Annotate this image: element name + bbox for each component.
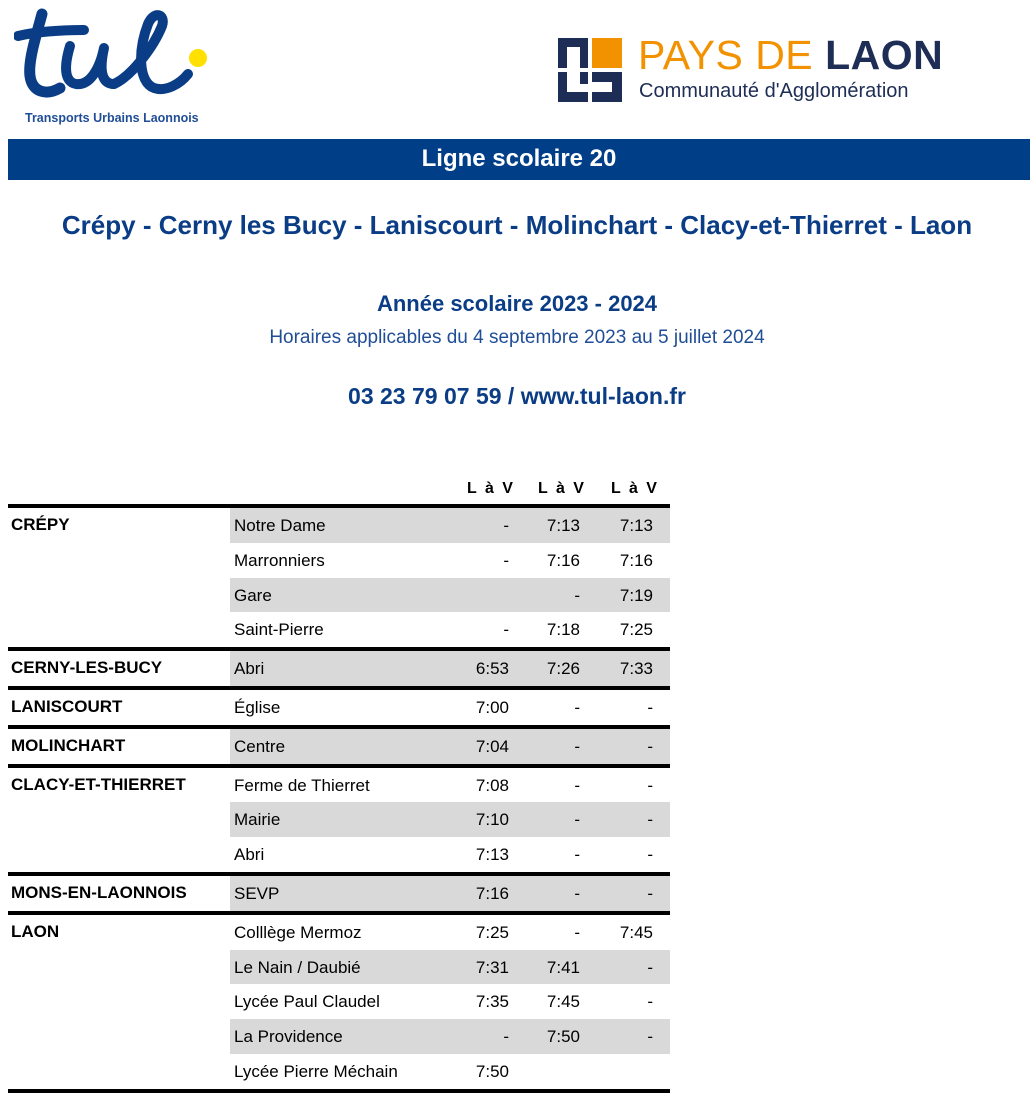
departure-time: 7:16 — [475, 883, 509, 903]
table-row — [8, 768, 670, 803]
departure-time: 7:50 — [475, 1061, 509, 1081]
pays-de-label: PAYS DE — [638, 32, 814, 78]
departure-time: 7:18 — [546, 620, 580, 640]
tul-wordmark-icon — [14, 6, 214, 106]
departure-time: - — [647, 845, 653, 865]
departure-time: 7:25 — [619, 620, 653, 640]
stop-name: Lycée Paul Claudel — [234, 992, 380, 1012]
stop-name: Abri — [234, 845, 265, 865]
departure-time: 7:50 — [546, 1027, 580, 1047]
table-row — [8, 651, 670, 686]
commune-name: MONS-EN-LAONNOIS — [11, 882, 187, 902]
table-row — [8, 837, 670, 872]
stop-name: Notre Dame — [234, 516, 326, 535]
stop-name: La Providence — [234, 1027, 343, 1047]
table-row — [8, 950, 670, 985]
departure-time: - — [503, 620, 509, 640]
stop-name: Marronniers — [234, 550, 325, 570]
table-row — [8, 729, 670, 764]
validity-dates: Horaires applicables du 4 septembre 2023 au 5 juillet 2024 — [269, 327, 765, 348]
timetable-body — [8, 504, 670, 1093]
departure-time: 7:35 — [475, 992, 509, 1012]
table-row — [8, 543, 670, 578]
stop-name: Saint-Pierre — [234, 620, 324, 640]
departure-time: 7:00 — [475, 697, 509, 717]
departure-time: 7:16 — [619, 550, 653, 570]
column-header: L à V — [467, 480, 515, 497]
departure-time: - — [647, 883, 653, 903]
departure-time: - — [503, 1027, 509, 1047]
pays-de-laon-subtitle: Communauté d'Agglomération — [639, 80, 909, 102]
stop-name: Abri — [234, 659, 265, 679]
pays-de-laon-mark-icon — [558, 38, 622, 102]
table-row — [8, 915, 670, 950]
commune-name: CERNY-LES-BUCY — [11, 658, 163, 678]
table-row — [8, 508, 670, 543]
departure-time: 7:25 — [475, 922, 509, 942]
tul-tagline: Transports Urbains Laonnois — [25, 111, 199, 125]
departure-time: - — [503, 516, 509, 535]
departure-time: - — [574, 883, 580, 903]
departure-time: 7:45 — [619, 922, 653, 942]
commune-group — [8, 764, 670, 872]
departure-time: - — [647, 736, 653, 756]
departure-time: 6:53 — [475, 659, 509, 679]
laon-label: LAON — [825, 32, 944, 78]
stop-name: Ferme de Thierret — [234, 775, 370, 795]
departure-time: - — [574, 585, 580, 605]
departure-time: - — [574, 810, 580, 830]
departure-time: 7:08 — [475, 775, 509, 795]
departure-time: 7:26 — [546, 659, 580, 679]
departure-time: 7:04 — [475, 736, 509, 756]
commune-group — [8, 872, 670, 911]
departure-time: - — [647, 810, 653, 830]
stop-name: Le Nain / Daubié — [234, 957, 361, 977]
departure-time: 7:41 — [546, 957, 580, 977]
departure-time: 7:13 — [475, 845, 509, 865]
pays-de-laon-title — [638, 32, 943, 79]
route-title: Crépy - Cerny les Bucy - Laniscourt - Molinchart - Clacy-et-Thierret - Laon — [61, 210, 973, 240]
departure-time: - — [647, 957, 653, 977]
departure-time: 7:45 — [546, 992, 580, 1012]
stop-name: Église — [234, 697, 281, 717]
contact-info: 03 23 79 07 59 / www.tul-laon.fr — [348, 383, 686, 409]
table-row — [8, 1019, 670, 1054]
commune-group — [8, 725, 670, 764]
table-row — [8, 802, 670, 837]
departure-time: - — [574, 922, 580, 942]
departure-time: 7:13 — [619, 516, 653, 535]
departure-time: - — [503, 550, 509, 570]
departure-time: - — [574, 775, 580, 795]
tul-dot-icon — [189, 49, 207, 67]
stop-name: Lycée Pierre Méchain — [234, 1061, 398, 1081]
commune-name: MOLINCHART — [11, 735, 126, 755]
pays-de-laon-logo — [556, 32, 996, 106]
timetable-header — [8, 472, 670, 504]
commune-group — [8, 911, 670, 1093]
commune-name: LAON — [11, 921, 60, 941]
table-row — [8, 876, 670, 911]
departure-time: 7:10 — [475, 810, 509, 830]
table-row — [8, 1054, 670, 1089]
departure-time: 7:33 — [619, 659, 653, 679]
school-year: Année scolaire 2023 - 2024 — [376, 291, 658, 316]
table-row — [8, 612, 670, 647]
commune-group — [8, 686, 670, 725]
column-header: L à V — [611, 480, 659, 497]
stop-name: Gare — [234, 585, 272, 605]
commune-group — [8, 504, 670, 647]
commune-group — [8, 647, 670, 686]
table-row — [8, 578, 670, 613]
departure-time: - — [647, 775, 653, 795]
departure-time: - — [647, 1027, 653, 1047]
departure-time: - — [574, 697, 580, 717]
commune-name: CLACY-ET-THIERRET — [11, 774, 186, 794]
departure-time: 7:13 — [546, 516, 580, 535]
commune-name: LANISCOURT — [11, 696, 123, 716]
departure-time: 7:31 — [475, 957, 509, 977]
stop-name: SEVP — [234, 883, 280, 903]
line-banner: Ligne scolaire 20 — [8, 139, 1030, 180]
stop-name: Colllège Mermoz — [234, 922, 362, 942]
tul-logo — [14, 6, 224, 128]
departure-time: - — [647, 697, 653, 717]
table-row — [8, 690, 670, 725]
stop-name: Mairie — [234, 810, 281, 830]
table-row — [8, 984, 670, 1019]
commune-name: CRÉPY — [11, 515, 70, 534]
column-header: L à V — [538, 480, 586, 497]
stop-name: Centre — [234, 736, 286, 756]
departure-time: 7:16 — [546, 550, 580, 570]
departure-time: - — [574, 736, 580, 756]
departure-time: 7:19 — [619, 585, 653, 605]
departure-time: - — [574, 845, 580, 865]
departure-time: - — [647, 992, 653, 1012]
timetable — [8, 472, 670, 1093]
